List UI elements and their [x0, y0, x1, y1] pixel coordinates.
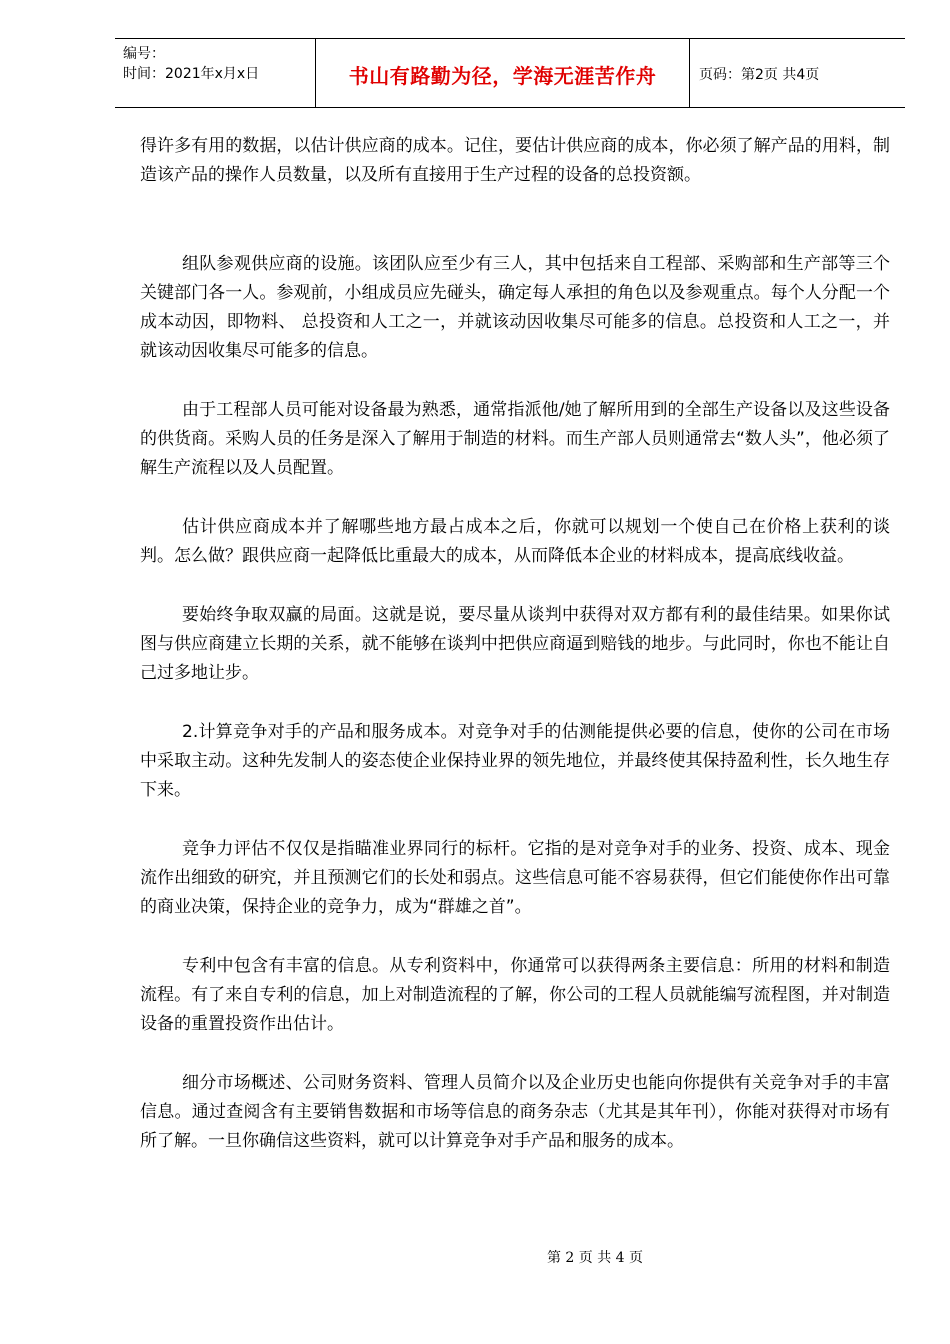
document-body: [140, 132, 890, 1156]
document-time-label: 时间：2021年x月x日: [123, 66, 260, 82]
paragraph: 要始终争取双赢的局面。这就是说，要尽量从谈判中获得对双方都有利的最佳结果。如果你试图与供应商建立长期的关系，就不能够在谈判中把供应商逼到赔钱的地步。与此同时，你也不能让自己过多地让步。: [140, 605, 890, 683]
paragraph: 由于工程部人员可能对设备最为熟悉，通常指派他/她了解所用到的全部生产设备以及这些设备的供货商。采购人员的任务是深入了解用于制造的材料。而生产部人员则通常去“数人头”，他必须了解生产流程以及人员配置。: [140, 400, 890, 478]
paragraph: 2.计算竞争对手的产品和服务成本。对竞争对手的估测能提供必要的信息，使你的公司在市场中采取主动。这种先发制人的姿态使企业保持业界的领先地位，并最终使其保持盈利性，长久地生存下来。: [140, 722, 890, 800]
paragraph: 组队参观供应商的设施。该团队应至少有三人，其中包括来自工程部、采购部和生产部等三个关键部门各一人。参观前，小组成员应先碰头，确定每人承担的角色以及参观重点。每个人分配一个成本动因，即物料、 总投资和人工之一，并就该动因收集尽可能多的信息。总投资和人工之一，并就该动因收集尽可能多的信息。: [140, 254, 890, 361]
paragraph: 估计供应商成本并了解哪些地方最占成本之后，你就可以规划一个使自己在价格上获利的谈判。怎么做？跟供应商一起降低比重最大的成本，从而降低本企业的材料成本，提高底线收益。: [140, 517, 890, 566]
header-motto: 书山有路勤为径，学海无涯苦作舟: [348, 64, 657, 88]
header-page-info: 页码：第2页 共4页: [699, 67, 820, 83]
paragraph: 专利中包含有丰富的信息。从专利资料中，你通常可以获得两条主要信息：所用的材料和制造流程。有了来自专利的信息，加上对制造流程的了解，你公司的工程人员就能编写流程图，并对制造设备的重置投资作出估计。: [140, 956, 890, 1034]
paragraph: 细分市场概述、公司财务资料、管理人员简介以及企业历史也能向你提供有关竞争对手的丰富信息。通过查阅含有主要销售数据和市场等信息的商务杂志（尤其是其年刊），你能对获得对市场有所了解。一旦你确信这些资料，就可以计算竞争对手产品和服务的成本。: [140, 1073, 890, 1151]
header-divider: [689, 39, 690, 107]
paragraph: 竞争力评估不仅仅是指瞄准业界同行的标杆。它指的是对竞争对手的业务、投资、成本、现金流作出细致的研究，并且预测它们的长处和弱点。这些信息可能不容易获得，但它们能使你作出可靠的商业决策，保持企业的竞争力，成为“群雄之首”。: [140, 839, 890, 917]
document-number-label: 编号：: [123, 46, 165, 62]
paragraph: 得许多有用的数据，以估计供应商的成本。记住，要估计供应商的成本，你必须了解产品的用料，制造该产品的操作人员数量，以及所有直接用于生产过程的设备的总投资额。: [140, 136, 890, 185]
header-meta: [123, 44, 259, 84]
page-footer: 第 2 页 共 4 页: [546, 1250, 644, 1266]
page-header: [115, 38, 905, 108]
